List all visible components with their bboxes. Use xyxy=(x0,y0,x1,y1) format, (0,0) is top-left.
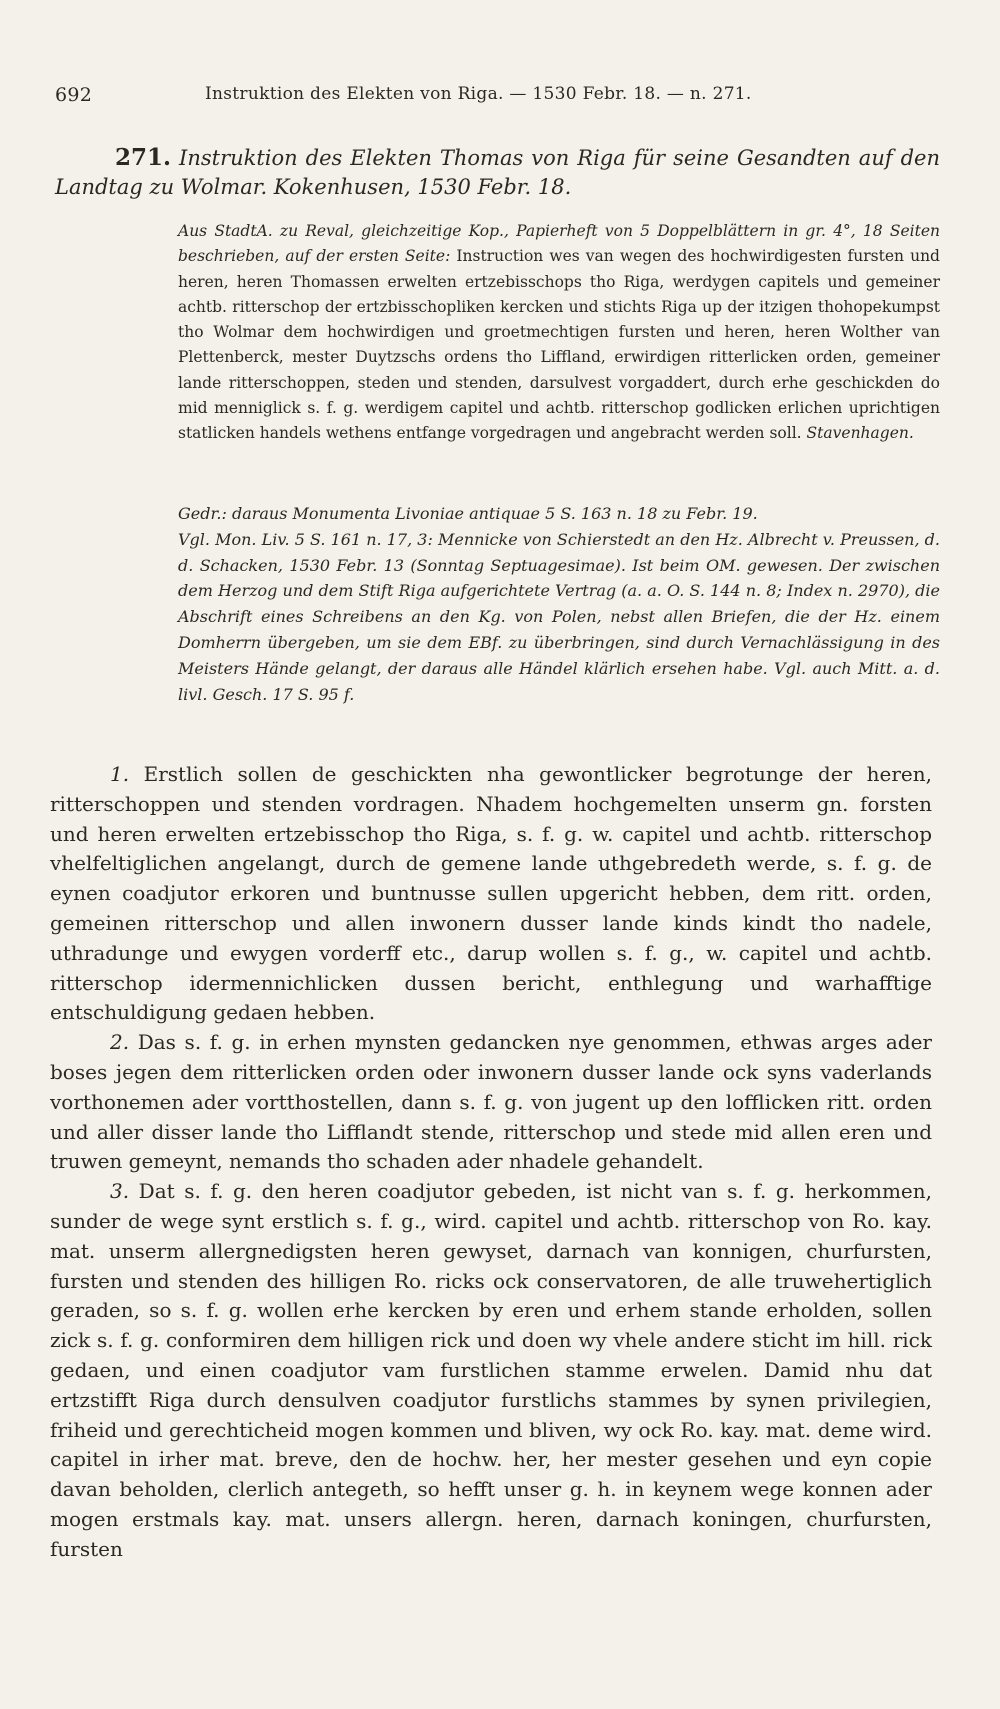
source-text: Instruction wes van wegen des hochwirdigesten fursten und heren, heren Thomassen erwelten ertzebisschops tho Riga, werdygen capitels und gemeiner achtb. ritterschop der ertzbisschopliken kercken und stichts Riga up der itzigen thohopekumpst tho Wolmar dem hochwirdigen und groetmechtigen fursten und heren, heren Wolther van Plettenberck, mester Duytzschs ordens tho Liffland, erwirdigen ritterlicken orden, gemeiner lande ritterschoppen, steden und stenden, darsulvest vorgaddert, durch erhe geschickden do mid menniglick s. f. g. werdigem capitel und achtb. ritterschop godlicken erlichen uprichtigen statlicken handels wethens entfange vorgedragen und angebracht werden soll. xyxy=(178,247,940,443)
editorial-notes xyxy=(178,501,940,707)
source-description xyxy=(178,219,940,447)
paragraph xyxy=(50,760,932,1028)
paragraph-number: 3. xyxy=(110,1179,130,1204)
document-number: 271. xyxy=(115,144,172,171)
paragraph-text: Das s. f. g. in erhen mynsten gedancken nye genommen, ethwas arges ader boses jegen dem ritterlicken orden oder inwonern dusser lande ock syns vaderlands vorthonemen ader vortthostellen, dann s. f. g. von jugent up den lofflicken ritt. orden und aller disser lande tho Lifflandt stende, ritterschop und stede mid allen eren und truwen gemeynt, nemands tho schaden ader nhadele gehandelt. xyxy=(50,1030,932,1174)
paragraph-text: Erstlich sollen de geschickten nha gewontlicker begrotunge der heren, ritterschoppen und stenden vordragen. Nhadem hochgemelten unserm gn. forsten und heren erwelten ertzebisschop tho Riga, s. f. g. w. capitel und achtb. ritterschop vhelfeltiglichen angelangt, durch de gemene lande uthgebredeth werde, s. f. g. de eynen coadjutor erkoren und buntnusse sullen upgericht hebben, dem ritt. orden, gemeinen ritterschop und allen inwonern dusser lande kinds kindt tho nadele, uthradunge und ewygen vorderff etc., darup wollen s. f. g., w. capitel und achtb. ritterschop idermennichlicken dussen bericht, enthlegung und warhafftige entschuldigung gedaen hebben. xyxy=(50,762,933,1025)
document-title: Instruktion des Elekten Thomas von Riga für seine Gesandten auf den Landtag zu Wolmar. Kokenhusen, 1530 Febr. 18. xyxy=(55,146,940,199)
document-body xyxy=(50,760,932,1565)
page-number: 692 xyxy=(55,84,93,106)
note-printed: Gedr.: daraus Monumenta Livoniae antiquae 5 S. 163 n. 18 zu Febr. 19. xyxy=(178,504,758,523)
paragraph xyxy=(50,1177,932,1564)
source-signature: Stavenhagen. xyxy=(806,424,914,443)
source-italic: Aus StadtA. zu Reval, gleichzeitige Kop., Papierheft von 5 Doppelblättern in gr. 4°, 18 Seiten beschrieben, auf der ersten Seite: xyxy=(178,222,940,266)
paragraph-text: Dat s. f. g. den heren coadjutor gebeden, ist nicht van s. f. g. herkommen, sunder de wege synt erstlich s. f. g., wird. capitel und achtb. ritterschop von Ro. kay. mat. unserm allergnedigsten heren gewyset, darnach van konnigen, churfursten, fursten und stenden des hilligen Ro. ricks ock conservatoren, de alle truwehertiglich geraden, so s. f. g. wollen erhe kercken by eren und erhem stande erholden, sollen zick s. f. g. conformiren dem hilligen rick und doen wy vhele andere sticht im hill. rick gedaen, und einen coadjutor vam furstlichen stamme erwelen. Damid nhu dat ertzstifft Riga durch densulven coadjutor furstlichs stammes by synen privilegien, friheid und gerechticheid mogen kommen und bliven, wy ock Ro. kay. mat. deme wird. capitel in irher mat. breve, den de hochw. her, her mester gesehen und eyn copie davan beholden, clerlich antegeth, so hefft unser g. h. in keynem wege konnen ader mogen erstmals kay. mat. unsers allergn. heren, darnach koningen, churfursten, fursten xyxy=(50,1179,933,1561)
paragraph-number: 2. xyxy=(110,1030,130,1055)
paragraph-number: 1. xyxy=(110,762,130,786)
document-title-block xyxy=(55,143,940,202)
note-compare: Vgl. Mon. Liv. 5 S. 161 n. 17, 3: Mennicke von Schierstedt an den Hz. Albrecht v. Preussen, d. d. Schacken, 1530 Febr. 13 (Sonntag Septuagesimae). Ist beim OM. gewesen. Der zwischen dem Herzog und dem Stift Riga aufgerichtete Vertrag (a. a. O. S. 144 n. 8; Index n. 2970), die Abschrift eines Schreibens an den Kg. von Polen, nebst allen Briefen, die der Hz. einem Domherrn übergeben, um sie dem EBf. zu überbringen, sind durch Vernachlässigung in des Meisters Hände gelangt, der daraus alle Händel klärlich ersehen habe. Vgl. auch Mitt. a. d. livl. Gesch. 17 S. 95 f. xyxy=(178,529,940,704)
paragraph xyxy=(50,1028,932,1177)
running-head: Instruktion des Elekten von Riga. — 1530 Febr. 18. — n. 271. xyxy=(205,84,752,104)
